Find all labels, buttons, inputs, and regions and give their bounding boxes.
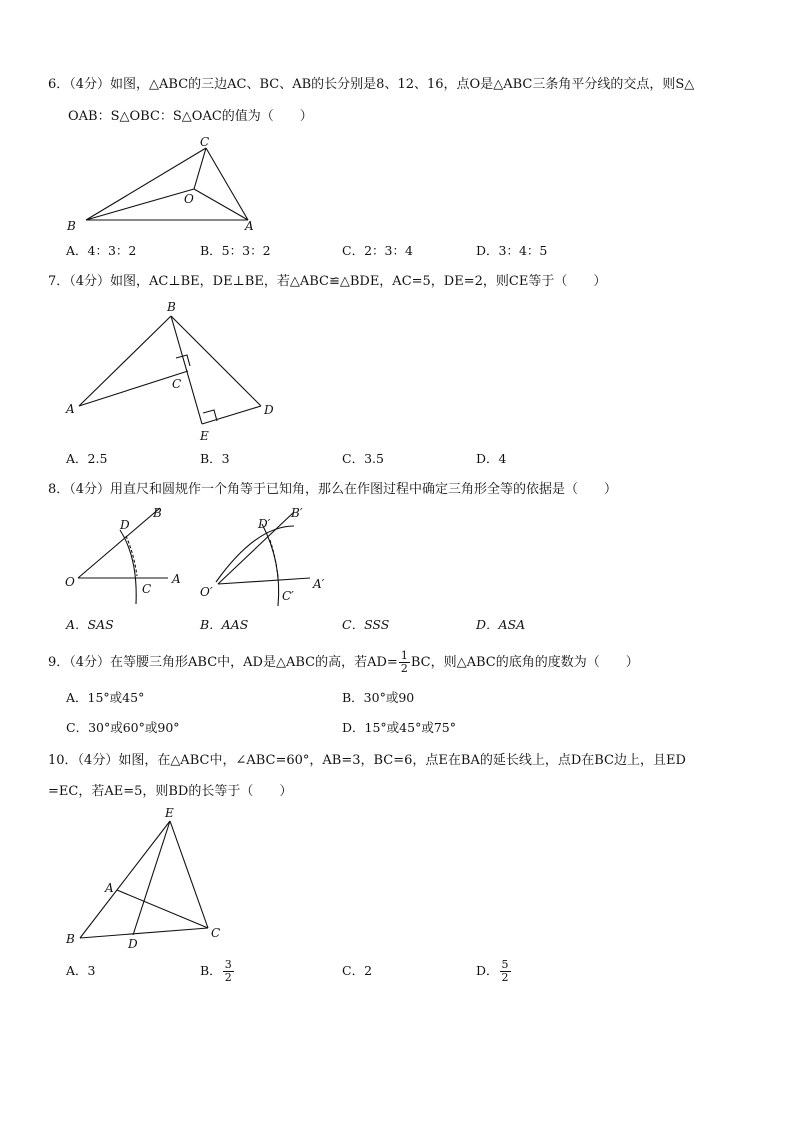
q7-label-a: A — [66, 402, 75, 416]
q7-label-b: B — [167, 300, 176, 314]
q10-option-a[interactable]: A．3 — [66, 963, 96, 978]
q7-label-c: C — [172, 377, 182, 391]
q6-label-c: C — [200, 135, 210, 149]
q10-label-c: C — [211, 926, 221, 940]
q8-label-b-prime: B′ — [291, 506, 303, 520]
q10-option-d[interactable] — [476, 956, 512, 986]
q6-option-c[interactable]: C．2：3：4 — [342, 243, 413, 258]
q9-option-d[interactable]: D．15°或45°或75° — [342, 720, 456, 735]
q8-label-d: D — [120, 518, 130, 532]
q7-label-e: E — [200, 429, 209, 443]
q10-option-d-denominator: 2 — [501, 971, 509, 984]
q8-label-o-prime: O′ — [200, 585, 213, 599]
q10-option-d-label: D． — [476, 963, 499, 978]
q10-option-b-label: B． — [200, 963, 222, 978]
q7-option-c[interactable]: C．3.5 — [342, 451, 384, 466]
q8-stem: 8．（4分）用直尺和圆规作一个角等于已知角，那么在作图过程中确定三角形全等的依据是（ ） — [48, 482, 618, 497]
q10-label-d: D — [128, 937, 138, 951]
q9-stem — [48, 650, 639, 675]
q7-option-d[interactable]: D．4 — [476, 451, 507, 466]
q9-stem-part2: BC，则△ABC的底角的度数为（ ） — [410, 655, 639, 670]
q7-figure — [60, 296, 290, 446]
q10-option-b-numerator: 3 — [224, 958, 232, 971]
q10-option-b[interactable] — [200, 956, 235, 986]
q8-label-c: C — [142, 582, 152, 596]
q6-option-d[interactable]: D．3：4：5 — [476, 243, 548, 258]
q6-stem-line2: OAB：S△OBC：S△OAC的值为（ ） — [68, 109, 313, 124]
q8-figure-left — [60, 502, 200, 607]
q6-label-b: B — [67, 219, 76, 233]
q6-label-o: O — [184, 192, 194, 206]
q8-label-d-prime: D′ — [258, 517, 271, 531]
q10-label-a: A — [105, 881, 114, 895]
q10-stem-line1: 10．（4分）如图，在△ABC中，∠ABC=60°，AB=3，BC=6，点E在BA的延长线上，点D在BC边上，且ED — [48, 753, 686, 768]
q9-option-b[interactable]: B．30°或90 — [342, 690, 415, 705]
q8-option-a[interactable]: A．SAS — [66, 617, 114, 632]
q10-figure — [60, 806, 240, 956]
q10-label-e: E — [165, 806, 174, 820]
q8-label-b: B — [153, 506, 162, 520]
q10-option-b-fraction — [223, 959, 234, 984]
q10-option-d-fraction — [500, 959, 511, 984]
q8-option-b[interactable]: B．AAS — [200, 617, 249, 632]
q6-figure — [60, 134, 270, 234]
q8-label-o: O — [65, 575, 75, 589]
q8-label-c-prime: C′ — [282, 589, 294, 603]
q7-stem: 7．（4分）如图，AC⊥BE，DE⊥BE，若△ABC≌△BDE，AC=5，DE=2，则CE等于（ ） — [48, 274, 607, 289]
q6-stem-line1: 6．（4分）如图，△ABC的三边AC、BC、AB的长分别是8、12、16，点O是△ABC三条角平分线的交点，则S△ — [48, 77, 695, 92]
q7-option-a[interactable]: A．2.5 — [66, 451, 108, 466]
q10-label-b: B — [66, 932, 75, 946]
q8-figure-right — [196, 502, 346, 607]
q10-option-b-denominator: 2 — [224, 971, 232, 984]
q9-fraction — [399, 650, 410, 675]
q10-stem-line2: =EC，若AE=5，则BD的长等于（ ） — [48, 784, 293, 799]
q9-stem-part1: 9．（4分）在等腰三角形ABC中，AD是△ABC的高，若AD= — [48, 655, 398, 670]
q7-label-d: D — [264, 403, 274, 417]
q6-option-b[interactable]: B．5：3：2 — [200, 243, 271, 258]
q9-option-a[interactable]: A．15°或45° — [66, 690, 145, 705]
q8-label-a: A — [172, 572, 181, 586]
q9-option-c[interactable]: C．30°或60°或90° — [66, 720, 180, 735]
q10-option-d-numerator: 5 — [501, 958, 509, 971]
q6-option-a[interactable]: A．4：3：2 — [66, 243, 137, 258]
q6-label-a: A — [245, 219, 254, 233]
q8-label-a-prime: A′ — [313, 577, 325, 591]
q8-option-d[interactable]: D．ASA — [476, 617, 526, 632]
q8-option-c[interactable]: C．SSS — [342, 617, 390, 632]
q9-fraction-numerator: 1 — [400, 649, 408, 662]
q10-option-c[interactable]: C．2 — [342, 963, 373, 978]
q7-option-b[interactable]: B．3 — [200, 451, 230, 466]
q9-fraction-denominator: 2 — [400, 662, 408, 675]
